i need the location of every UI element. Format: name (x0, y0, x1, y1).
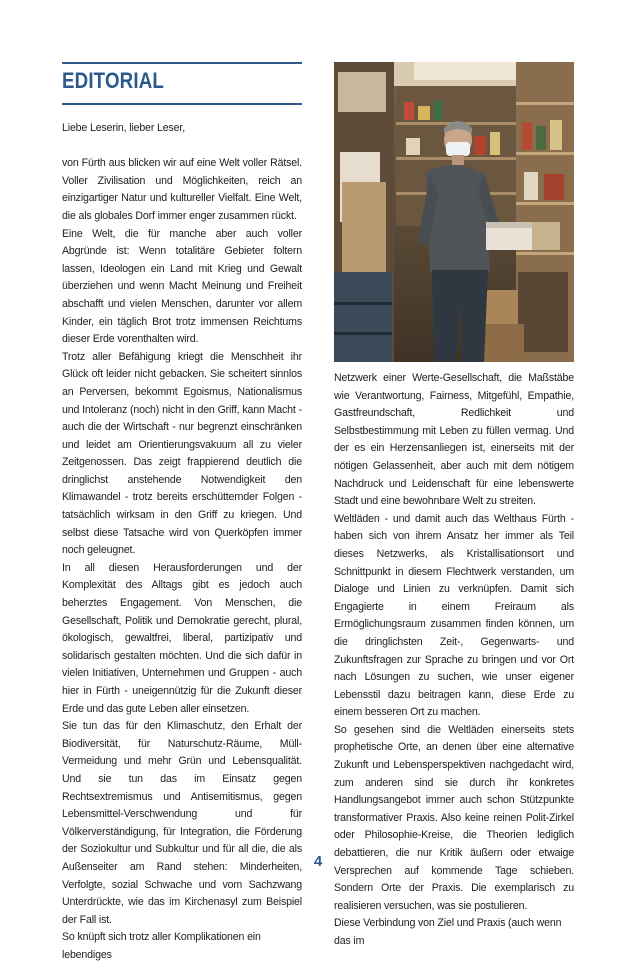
paragraph: In all diesen Herausforderungen und der Komplexität des Alltags gibt es jedoch auch beherztes Engagement. Von Menschen, die Gesellschaft, Politik und Demokratie gerecht, plural, ökologisch, gewaltfrei, liberal, partizipativ und solidarisch gestalten möchten. Und die sich dafür in vielen Initiativen, Unternehmen und Gruppen - auch hier in Fürth - uneigennützig für die Zukunft dieser Erde und das gute Leben aller einsetzen. (62, 561, 302, 715)
paragraph: von Fürth aus blicken wir auf eine Welt voller Rätsel. Voller Zivilisation und Möglichkeiten, reich an einzigartiger Natur und kultureller Vielfalt. Eine Welt, die als globales Dorf immer enger zusammen rückt. (62, 157, 302, 222)
photo-illustration (334, 62, 574, 362)
title-top-rule (62, 62, 302, 64)
store-photo (334, 62, 574, 362)
paragraph: Netzwerk einer Werte-Gesellschaft, die Maßstäbe wie Verantwortung, Fairness, Mitgefühl, Empathie, Gastfreundschaft, Redlichkeit und Selbstbestimmung mit Leben zu füllen vermag. Und der es ein Herzensanliegen ist, einerseits mit der nötigen Gelassenheit, aber auch mit dem nötigem Nachdruck und Leidenschaft für eine lebenswerte Stadt und eine bewohnbare Welt zu streiten. (334, 372, 574, 508)
paragraph: Diese Verbindung von Ziel und Praxis (auch wenn das im (334, 917, 562, 947)
page-title: EDITORIAL (62, 68, 164, 93)
paragraph: Weltläden - und damit auch das Welthaus Fürth - haben sich von ihrem Ansatz her immer als Teil dieses Netzwerks, als Kristallisationsort und Schnittpunkt in diesem Flechtwerk verstanden, um Dialoge und Linien zu verknüpfen. Damit sich Engagierte in einem Freiraum als Ermöglichungsraum zusammen finden können, um die dringlichsten Zeit-, Gegenwarts- und Zukunftsfragen zur Sprache zu bringen und vor Ort nach Lösungen zu suchen, wie unser eigener Lebensstil dazu beitragen kann, diese Erde zu einem besseren Ort zu machen. (334, 512, 574, 719)
paragraph: Sie tun das für den Klimaschutz, den Erhalt der Biodiversität, für Naturschutz-Räume, Müll-Vermeidung und mehr Grün und Lebensqualität. Und sie tun das im Einsatz gegen Rechtsextremismus und Antisemitismus, gegen Lebensmittel-Verschwendung und für Völkerverständigung, für Integration, die Förderung der Soziokultur und Subkultur und für all die, die als Außenseiter am Rand stehen: Minderheiten, Verfolgte, sozial Schwache und vom Sachzwang Unterdrückte, wie das im Kirchenasyl zum Beispiel der Fall ist. (62, 720, 302, 926)
paragraph: Trotz aller Befähigung kriegt die Menschheit ihr Glück oft leider nicht gebacken. Sie scheitert sinnlos an Perversen, bekommt Egoismus, Nationalismus und Intoleranz (noch) nicht in den Griff, kann Macht - auch die der Wirtschaft - nur begrenzt einschränken und leidet am Orientierungsvakuum all zu vieler Zeitgenossen. Das zeigt frappierend deutlich die dringlichst anstehende Notwendigkeit den Klimawandel - trotz bereits erschütternder Folgen - tatsächlich wirksam in den Griff zu kriegen. Und selbst diese Tatsache wird von Querköpfen immer noch geleugnet. (62, 350, 302, 557)
title-bottom-rule (62, 103, 302, 105)
paragraph: So gesehen sind die Weltläden einerseits stets prophetische Orte, an denen über eine alternative Zukunft und Lebensperspektiven nachgedacht wird, zum anderen sind sie durch ihr konkretes Handlungsangebot immer auch schon Stützpunkte transformativer Praxis. Also keine reinen Polit-Zirkel oder Philosophie-Kreise, die Theorien lediglich debattieren, die nur Kritik äußern oder etwaige Versprechen auf kommende Tage schieben. Sondern Orte der Praxis. Die exemplarisch zu realisieren versuchen, was sie postulieren. (334, 723, 574, 912)
paragraph: Eine Welt, die für manche aber auch voller Abgründe ist: Wenn totalitäre Gebieter foltern lassen, Ideologen ein Land mit Krieg und Gewalt überziehen und wenn Macht Meinung und Freiheit abschafft und vielen Menschen, darunter vor allem Kinder, ein täglich Brot trotz immensen Reichtums dieser Erde vorenthalten wird. (62, 227, 302, 346)
left-text-column (62, 120, 302, 965)
paragraph: So knüpft sich trotz aller Komplikationen ein lebendiges (62, 931, 261, 961)
page-number: 4 (313, 853, 323, 870)
greeting: Liebe Leserin, lieber Leser, (62, 122, 186, 134)
